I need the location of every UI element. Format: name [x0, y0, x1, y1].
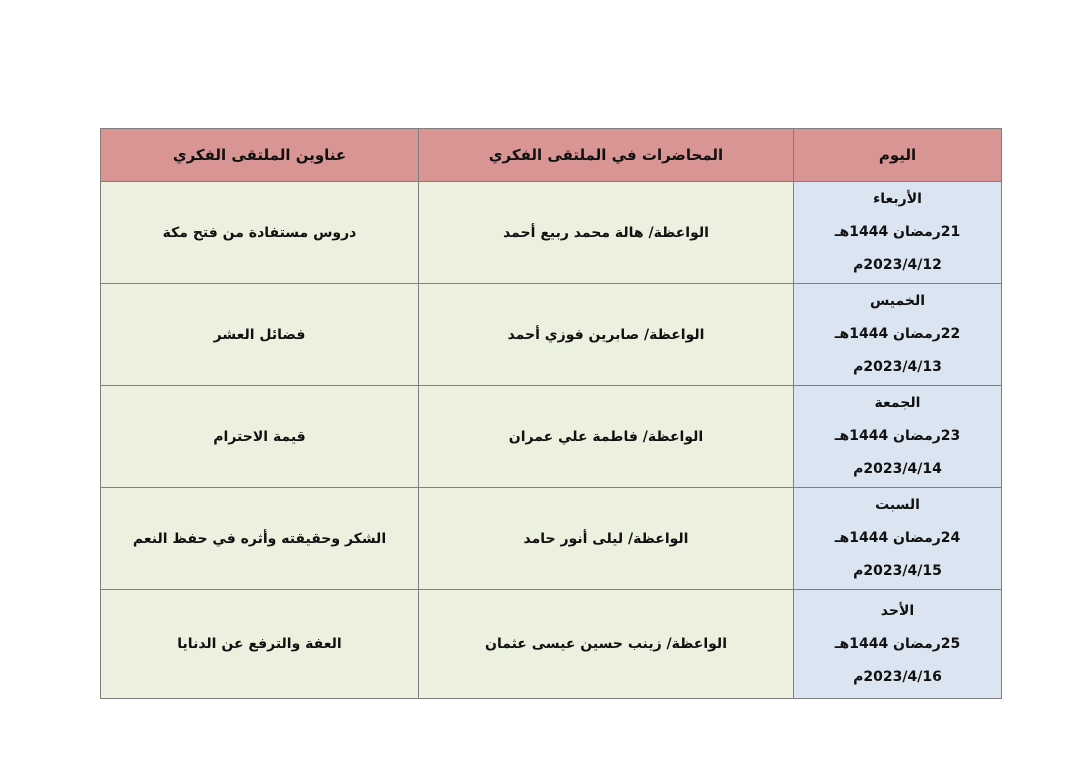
- topic-cell: فضائل العشر: [101, 284, 419, 386]
- lecturer-cell: الواعظة/ فاطمة علي عمران: [419, 386, 794, 488]
- day-name: الأحد: [880, 602, 915, 619]
- hijri-date: 23رمضان 1444هـ: [834, 428, 961, 444]
- gregorian-date: 2023/4/12م: [853, 257, 942, 273]
- table-row: [101, 386, 1002, 488]
- day-cell: [794, 182, 1002, 284]
- gregorian-date: 2023/4/16م: [853, 668, 942, 685]
- day-cell: [794, 590, 1002, 699]
- day-name: الجمعة: [874, 395, 921, 411]
- day-name: الخميس: [869, 293, 926, 309]
- lecturer-cell: الواعظة/ ليلى أنور حامد: [419, 488, 794, 590]
- table-row: [101, 284, 1002, 386]
- topic-cell: قيمة الاحترام: [101, 386, 419, 488]
- table-row: [101, 182, 1002, 284]
- topic-cell: دروس مستفادة من فتح مكة: [101, 182, 419, 284]
- day-name: الأربعاء: [873, 191, 922, 207]
- topic-cell: الشكر وحقيقته وأثره في حفظ النعم: [101, 488, 419, 590]
- gregorian-date: 2023/4/15م: [853, 563, 942, 579]
- header-day: اليوم: [794, 129, 1002, 182]
- day-name: السبت: [875, 497, 920, 513]
- header-titles: عناوين الملتقى الفكري: [101, 129, 419, 182]
- gregorian-date: 2023/4/14م: [853, 461, 942, 477]
- header-lectures: المحاضرات في الملتقى الفكري: [419, 129, 794, 182]
- hijri-date: 25رمضان 1444هـ: [834, 635, 961, 652]
- table-header-row: [101, 129, 1002, 182]
- lecture-schedule-table: [100, 128, 1002, 699]
- hijri-date: 24رمضان 1444هـ: [834, 530, 961, 546]
- day-cell: [794, 386, 1002, 488]
- lecturer-cell: الواعظة/ صابرين فوزي أحمد: [419, 284, 794, 386]
- day-cell: [794, 284, 1002, 386]
- gregorian-date: 2023/4/13م: [853, 359, 942, 375]
- lecturer-cell: الواعظة/ هالة محمد ربيع أحمد: [419, 182, 794, 284]
- lecturer-cell: الواعظة/ زينب حسين عيسى عثمان: [419, 590, 794, 699]
- table-row: [101, 488, 1002, 590]
- hijri-date: 21رمضان 1444هـ: [834, 224, 961, 240]
- table-row: [101, 590, 1002, 699]
- day-cell: [794, 488, 1002, 590]
- hijri-date: 22رمضان 1444هـ: [834, 326, 961, 342]
- topic-cell: العفة والترفع عن الدنايا: [101, 590, 419, 699]
